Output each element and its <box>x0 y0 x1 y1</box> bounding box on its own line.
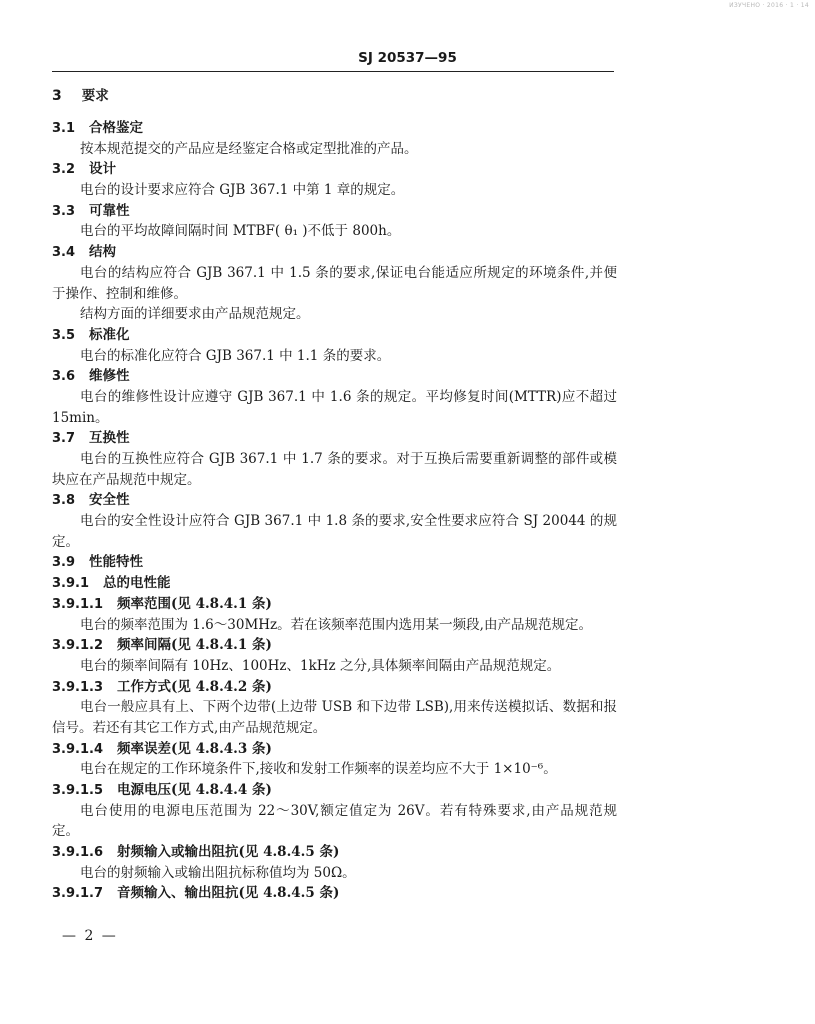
paragraph-line: 电台的互换性应符合 GJB 367.1 中 1.7 条的要求。对于互换后需要重新调整的部件或模 <box>80 451 617 467</box>
paragraph-line: 结构方面的详细要求由产品规范规定。 <box>80 306 310 323</box>
corner-mark: ИЗУЧЕНО · 2016 · 1 · 14 <box>729 2 809 9</box>
clause-title: 工作方式(见 4.8.4.2 条) <box>117 678 272 695</box>
paragraph-line: 电台的结构应符合 GJB 367.1 中 1.5 条的要求,保证电台能适应所规定的环境条件,并便 <box>80 264 617 281</box>
paragraph-line: 电台在规定的工作环境条件下,接收和发射工作频率的误差均应不大于 1×10⁻⁶。 <box>80 761 557 778</box>
clause-number: 3.9.1.5 <box>52 783 103 798</box>
clause-number: 3.9.1.6 <box>52 845 103 861</box>
paragraph-line: 按本规范提交的产品应是经鉴定合格或定型批准的产品。 <box>80 140 418 157</box>
clause-heading <box>52 201 617 222</box>
clause-heading <box>52 739 617 760</box>
clause-number: 3.2 <box>52 162 76 178</box>
clause-number: 3.3 <box>52 203 76 219</box>
clause-heading <box>52 842 617 863</box>
clause-number: 3.1 <box>52 121 76 136</box>
clause-heading <box>52 552 617 573</box>
clause-title: 射频输入或输出阻抗(见 4.8.4.5 条) <box>117 844 340 861</box>
clause-heading <box>52 883 617 904</box>
clause-number: 3.9 <box>52 555 76 571</box>
clause-heading <box>52 594 617 615</box>
paragraph-line: 电台的设计要求应符合 GJB 367.1 中第 1 章的规定。 <box>80 182 405 199</box>
clause-title: 结构 <box>89 244 117 261</box>
paragraph-continuation: 于操作、控制和维修。 <box>52 285 187 302</box>
clause-number: 3.9.1.1 <box>52 596 103 612</box>
clause-number: 3.9.1.2 <box>52 638 103 654</box>
clause-title: 频率误差(见 4.8.4.3 条) <box>117 740 272 757</box>
paragraph-continuation: 块应在产品规范中规定。 <box>52 471 201 488</box>
paragraph-continuation: 定。 <box>52 823 79 840</box>
clause-number: 3.4 <box>52 245 76 261</box>
clause-heading <box>52 573 617 594</box>
paragraph-line: 电台的平均故障间隔时间 MTBF( θ₁ )不低于 800h。 <box>80 223 401 240</box>
clause-number: 3.7 <box>52 431 76 447</box>
clause-heading <box>52 242 617 263</box>
clause-heading <box>52 325 617 346</box>
clause-title: 设计 <box>89 161 117 178</box>
clause-title: 性能特性 <box>89 554 144 571</box>
document-body <box>52 84 617 904</box>
clause-heading <box>52 428 617 449</box>
clause-title: 电源电压(见 4.8.4.4 条) <box>117 782 272 798</box>
clause-number: 3.6 <box>52 369 76 385</box>
clause-title: 安全性 <box>89 492 130 509</box>
page-number: — 2 — <box>62 928 118 944</box>
clause-number: 3.9.1.4 <box>52 741 103 757</box>
clause-title: 可靠性 <box>89 202 130 219</box>
clause-heading <box>52 780 617 801</box>
paragraph-line: 电台一般应具有上、下两个边带(上边带 USB 和下边带 LSB),用来传送模拟话、数据和报 <box>80 699 617 716</box>
clause-title: 总的电性能 <box>103 575 171 592</box>
clause-heading <box>52 366 617 387</box>
paragraph-line: 电台的频率范围为 1.6～30MHz。若在该频率范围内选用某一频段,由产品规范规定。 <box>80 616 592 633</box>
clause-title: 合格鉴定 <box>89 120 144 136</box>
clause-number: 3.9.1.7 <box>52 886 103 902</box>
paragraph-continuation: 信号。若还有其它工作方式,由产品规范规定。 <box>52 719 327 736</box>
page-header: SJ 20537—95 <box>358 50 457 66</box>
clause-number: 3.9.1.3 <box>52 679 103 695</box>
clause-heading <box>52 635 617 656</box>
paragraph-line: 电台使用的电源电压范围为 22～30V,额定值定为 26V。若有特殊要求,由产品规范规 <box>80 802 617 819</box>
paragraph-continuation: 15min。 <box>52 409 109 426</box>
paragraph-line: 电台的安全性设计应符合 GJB 367.1 中 1.8 条的要求,安全性要求应符合 SJ 20044 的规 <box>80 513 617 530</box>
paragraph-continuation: 定。 <box>52 533 79 550</box>
paragraph-line: 电台的射频输入或输出阻抗标称值均为 50Ω。 <box>80 864 356 881</box>
clause-heading <box>52 677 617 698</box>
clause-number: 3.8 <box>52 493 76 509</box>
paragraph-line: 电台的维修性设计应遵守 GJB 367.1 中 1.6 条的规定。平均修复时间(MTTR)应不超过 <box>80 388 617 405</box>
clause-heading <box>52 490 617 511</box>
clause-number: 3 <box>52 88 62 104</box>
clause-title: 维修性 <box>89 368 130 385</box>
paragraph-line: 电台的标准化应符合 GJB 367.1 中 1.1 条的要求。 <box>80 347 391 364</box>
header-rule <box>52 71 614 72</box>
clause-title: 频率间隔(见 4.8.4.1 条) <box>117 637 272 654</box>
clause-title: 标准化 <box>89 326 130 343</box>
clause-heading <box>52 159 617 180</box>
clause-heading <box>52 118 617 139</box>
paragraph-line: 电台的频率间隔有 10Hz、100Hz、1kHz 之分,具体频率间隔由产品规范规定。 <box>80 657 561 674</box>
clause-title: 频率范围(见 4.8.4.1 条) <box>117 595 272 612</box>
clause-number: 3.9.1 <box>52 576 90 592</box>
clause-title: 音频输入、输出阻抗(见 4.8.4.5 条) <box>117 885 340 902</box>
clause-number: 3.5 <box>52 327 76 343</box>
clause-title: 互换性 <box>89 430 130 447</box>
section-heading <box>52 84 617 118</box>
clause-title: 要求 <box>81 88 109 104</box>
